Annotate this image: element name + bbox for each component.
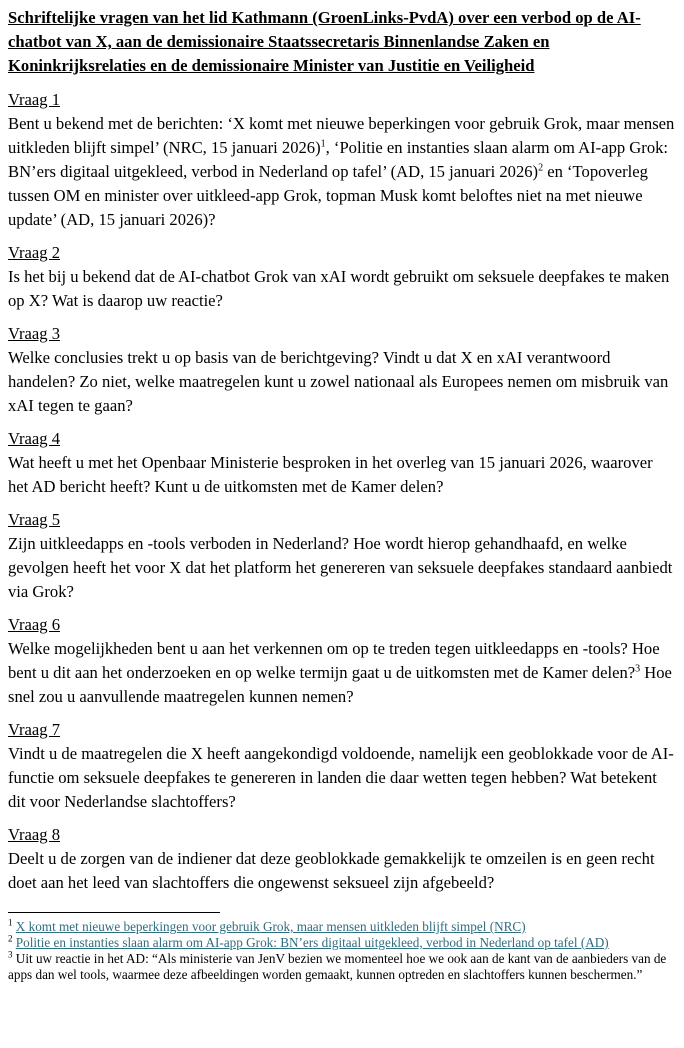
question-5	[8, 508, 676, 604]
question-label: Vraag 3	[8, 324, 60, 343]
footnote-link[interactable]: Politie en instanties slaan alarm om AI-app Grok: BN’ers digitaal uitgekleed, verbod in Nederland op tafel (AD)	[15, 935, 609, 950]
question-2	[8, 241, 676, 313]
footnote-ref: 2	[538, 162, 544, 174]
question-text: Is het bij u bekend dat de AI-chatbot Grok van xAI wordt gebruikt om seksuele deepfakes te maken op X? Wat is daarop uw reactie?	[8, 267, 670, 310]
question-text: Deelt u de zorgen van de indiener dat deze geoblokkade gemakkelijk te omzeilen is en geen recht doet aan het leed van slachtoffers die ongewenst seksueel zijn afgebeeld?	[8, 849, 655, 892]
footnote-2	[8, 935, 676, 951]
question-text	[8, 112, 676, 232]
question-label: Vraag 5	[8, 510, 60, 529]
footnote-1	[8, 919, 676, 935]
question-text-part: Bent u bekend met de berichten: ‘X komt met nieuwe beperkingen voor gebruik Grok, maar mensen uitkleden blijft simpel’ (NRC, 15 januari 2026)	[8, 114, 675, 157]
document-page	[8, 6, 676, 983]
question-text: Welke conclusies trekt u op basis van de berichtgeving? Vindt u dat X en xAI verantwoord handelen? Zo niet, welke maatregelen kunt u zowel nationaal als Europees nemen om misbruik van xAI tegen te gaan?	[8, 348, 669, 415]
question-text	[8, 637, 676, 709]
question-text-part: en ‘Topoverleg tussen OM en minister over uitkleed-app Grok, topman Musk komt beloftes niet na met nieuwe update’ (AD, 15 januari 2026)?	[8, 162, 648, 229]
footnote-ref: 1	[320, 138, 326, 150]
question-1	[8, 88, 676, 232]
question-text: Vindt u de maatregelen die X heeft aangekondigd voldoende, namelijk een geoblokkade voor de AI-functie om seksuele deepfakes te genereren in landen die daar wetten tegen hebben? Wat betekent dit voor Nederlandse slachtoffers?	[8, 744, 674, 811]
question-text: Zijn uitkleedapps en -tools verboden in Nederland? Hoe wordt hierop gehandhaafd, en welke gevolgen heeft het voor X dat het platform het genereren van seksuele deepfakes standaard aanbiedt via Grok?	[8, 534, 673, 601]
question-4	[8, 427, 676, 499]
question-8	[8, 823, 676, 895]
document-title: Schriftelijke vragen van het lid Kathmann (GroenLinks-PvdA) over een verbod op de AI-chatbot van X, aan de demissionaire Staatssecretaris Binnenlandse Zaken en Koninkrijksrelaties en de demissionaire Minister van Justitie en Veiligheid	[8, 8, 641, 75]
question-text-part: Welke mogelijkheden bent u aan het verkennen om op te treden tegen uitkleedapps en -tools? Hoe bent u dit aan het onderzoeken en op welke termijn gaat u de uitkomsten met de Kamer delen?	[8, 639, 660, 682]
footnote-ref: 3	[635, 663, 641, 675]
footnote-divider	[8, 912, 220, 913]
question-text-part: Hoe snel zou u aanvullende maatregelen kunnen nemen?	[8, 663, 672, 706]
question-6	[8, 613, 676, 709]
footnote-3	[8, 951, 676, 983]
footnote-number: 2	[8, 933, 13, 944]
question-3	[8, 322, 676, 418]
question-text-part: , ‘Politie en instanties slaan alarm om AI-app Grok: BN’ers digitaal uitgekleed, verbod in Nederland op tafel’ (AD, 15 januari 2026)	[8, 138, 669, 181]
question-label: Vraag 6	[8, 615, 60, 634]
question-text: Wat heeft u met het Openbaar Ministerie besproken in het overleg van 15 januari 2026, waarover het AD bericht heeft? Kunt u de uitkomsten met de Kamer delen?	[8, 453, 653, 496]
footnote-link[interactable]: X komt met nieuwe beperkingen voor gebruik Grok, maar mensen uitkleden blijft simpel (NRC)	[15, 919, 526, 934]
question-label: Vraag 1	[8, 90, 60, 109]
question-label: Vraag 2	[8, 243, 60, 262]
question-7	[8, 718, 676, 814]
question-label: Vraag 4	[8, 429, 60, 448]
footnote-number: 1	[8, 917, 13, 928]
footnote-number: 3	[8, 949, 13, 960]
question-label: Vraag 8	[8, 825, 60, 844]
question-label: Vraag 7	[8, 720, 60, 739]
footnote-text: Uit uw reactie in het AD: “Als ministerie van JenV bezien we momenteel hoe we ook aan de kant van de aanbieders van de apps dan wel tools, waarmee deze afbeeldingen worden gemaakt, kunnen optreden en slachtoffers kunnen beschermen.”	[8, 951, 667, 982]
